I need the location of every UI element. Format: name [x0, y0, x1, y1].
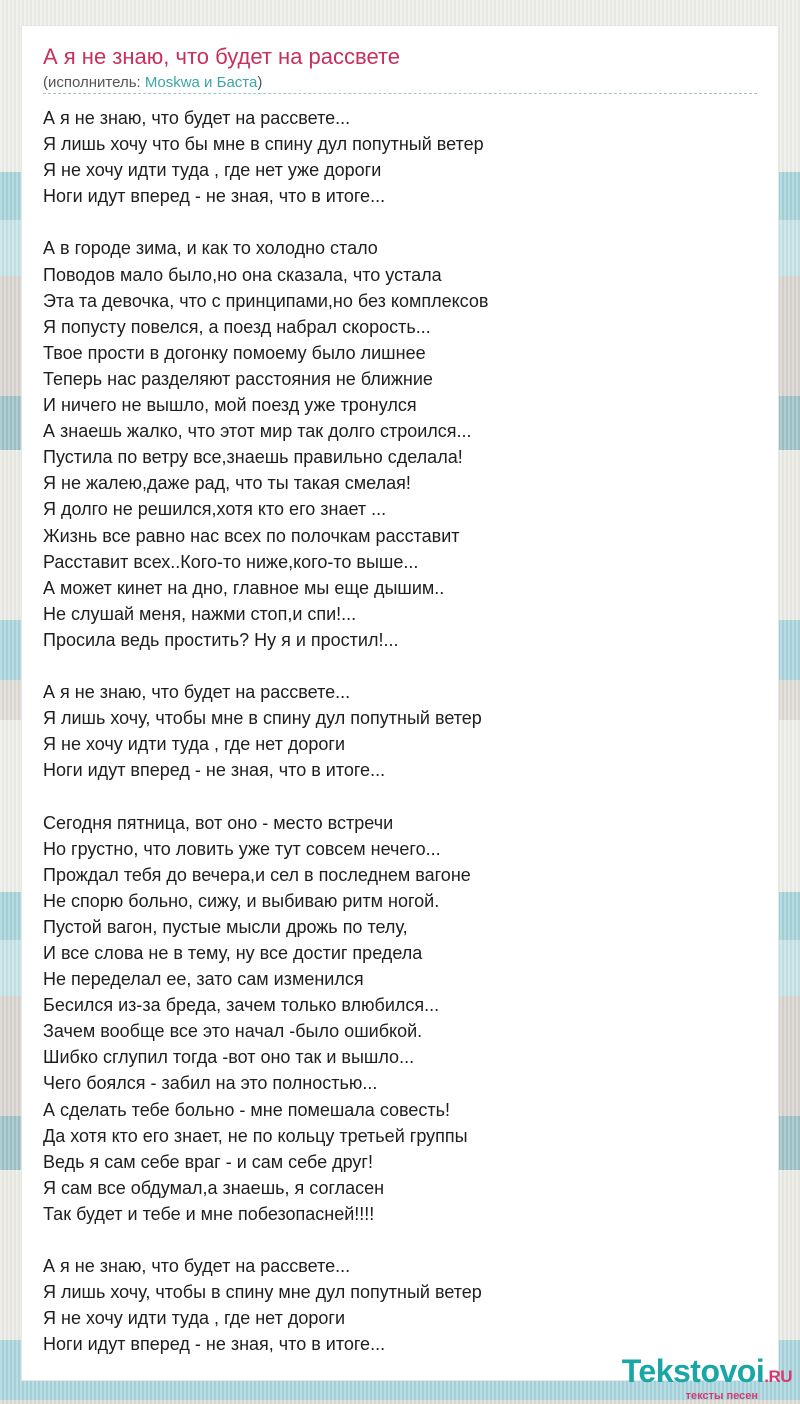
artist-link[interactable]: Moskwa и Баста	[144, 74, 258, 91]
lyric-line: Ноги идут вперед - не зная, что в итоге...	[43, 760, 386, 781]
lyric-line: Я не хочу идти туда , где нет дороги	[43, 734, 345, 755]
lyric-line: Расставит всех..Кого-то ниже,кого-то выше...	[43, 551, 419, 572]
lyric-line: Ноги идут вперед - не зная, что в итоге...	[43, 186, 386, 207]
lyric-line: Пустой вагон, пустые мысли дрожь по телу,	[43, 916, 408, 937]
lyrics-card	[22, 26, 778, 1380]
lyric-line: Не слушай меня, нажми стоп,и спи!...	[43, 603, 357, 624]
lyric-line: Я не хочу идти туда , где нет уже дороги	[43, 160, 382, 181]
song-title: А я не знаю, что будет на рассвете	[43, 44, 401, 69]
lyric-line: Я лишь хочу, чтобы мне в спину дул попутный ветер	[43, 708, 482, 729]
lyric-line: Я попусту повелся, а поезд набрал скорость...	[43, 316, 431, 337]
lyrics-body	[43, 105, 743, 1384]
lyric-line: Жизнь все равно нас всех по полочкам расставит	[43, 525, 460, 546]
lyric-line: Чего боялся - забил на это полностью...	[43, 1073, 378, 1094]
lyric-line: А я не знаю, что будет на рассвете...	[43, 682, 351, 703]
lyric-line: Я лишь хочу что бы мне в спину дул попутный ветер	[43, 134, 484, 155]
lyric-line: Бесился из-за бреда, зачем только влюбился...	[43, 995, 440, 1016]
lyric-line: Шибко сглупил тогда -вот оно так и вышло...	[43, 1047, 415, 1068]
lyric-line: Ноги идут вперед - не зная, что в итоге...	[43, 1334, 386, 1355]
lyric-line: Я долго не решился,хотя кто его знает ...	[43, 499, 387, 520]
title-divider	[43, 93, 757, 94]
lyric-line: Я не жалею,даже рад, что ты такая смелая!	[43, 473, 411, 494]
lyric-line: Поводов мало было,но она сказала, что устала	[43, 264, 442, 285]
artist-line	[43, 74, 262, 91]
lyric-line: Я сам все обдумал,а знаешь, я согласен	[43, 1177, 385, 1198]
lyric-line: Теперь нас разделяют расстояния не ближние	[43, 368, 433, 389]
lyric-line: Просила ведь простить? Ну я и простил!...	[43, 629, 399, 650]
lyrics-stanza	[43, 679, 743, 783]
logo-tld: .RU	[764, 1367, 792, 1386]
lyric-line: И ничего не вышло, мой поезд уже тронулся	[43, 395, 417, 416]
lyrics-stanza	[43, 810, 743, 1228]
lyric-line: А сделать тебе больно - мне помешала совесть!	[43, 1099, 451, 1120]
logo-tagline: тексты песен	[685, 1390, 758, 1402]
logo-name: Tekstovoi	[621, 1353, 765, 1389]
lyric-line: А в городе зима, и как то холодно стало	[43, 238, 378, 259]
lyric-line: Пустила по ветру все,знаешь правильно сделала!	[43, 447, 463, 468]
lyric-line: И все слова не в тему, ну все достиг предела	[43, 943, 423, 963]
lyric-line: А я не знаю, что будет на рассвете...	[43, 1256, 351, 1277]
lyric-line: Не переделал ее, зато сам изменился	[43, 969, 364, 990]
lyric-line: Так будет и тебе и мне побезопасней!!!!	[43, 1203, 375, 1224]
lyric-line: Я лишь хочу, чтобы в спину мне дул попутный ветер	[43, 1282, 482, 1303]
lyric-line: А знаешь жалко, что этот мир так долго строился...	[43, 421, 472, 442]
lyric-line: Прождал тебя до вечера,и сел в последнем вагоне	[43, 864, 471, 885]
lyrics-stanza	[43, 105, 743, 209]
lyric-line: Твое прости в догонку помоему было лишнее	[43, 342, 426, 363]
artist-prefix: (исполнитель:	[43, 74, 145, 91]
lyric-line: Не спорю больно, сижу, и выбиваю ритм ногой.	[43, 890, 440, 911]
lyric-line: Но грустно, что ловить уже тут совсем нечего...	[43, 838, 441, 859]
lyric-line: Ведь я сам себе враг - и сам себе друг!	[43, 1151, 373, 1172]
lyrics-stanza	[43, 1253, 743, 1357]
lyric-line: Я не хочу идти туда , где нет дороги	[43, 1308, 345, 1329]
lyric-line: Да хотя кто его знает, не по кольцу третьей группы	[43, 1125, 468, 1146]
artist-suffix: )	[257, 74, 263, 91]
lyric-line: А я не знаю, что будет на рассвете...	[43, 108, 351, 128]
lyrics-stanza	[43, 235, 743, 653]
site-logo[interactable]	[622, 1354, 792, 1402]
lyric-line: Сегодня пятница, вот оно - место встречи	[43, 812, 394, 833]
lyric-line: Эта та девочка, что с принципами,но без комплексов	[43, 290, 489, 311]
lyric-line: Зачем вообще все это начал -было ошибкой.	[43, 1021, 423, 1042]
lyric-line: А может кинет на дно, главное мы еще дышим..	[43, 577, 445, 598]
